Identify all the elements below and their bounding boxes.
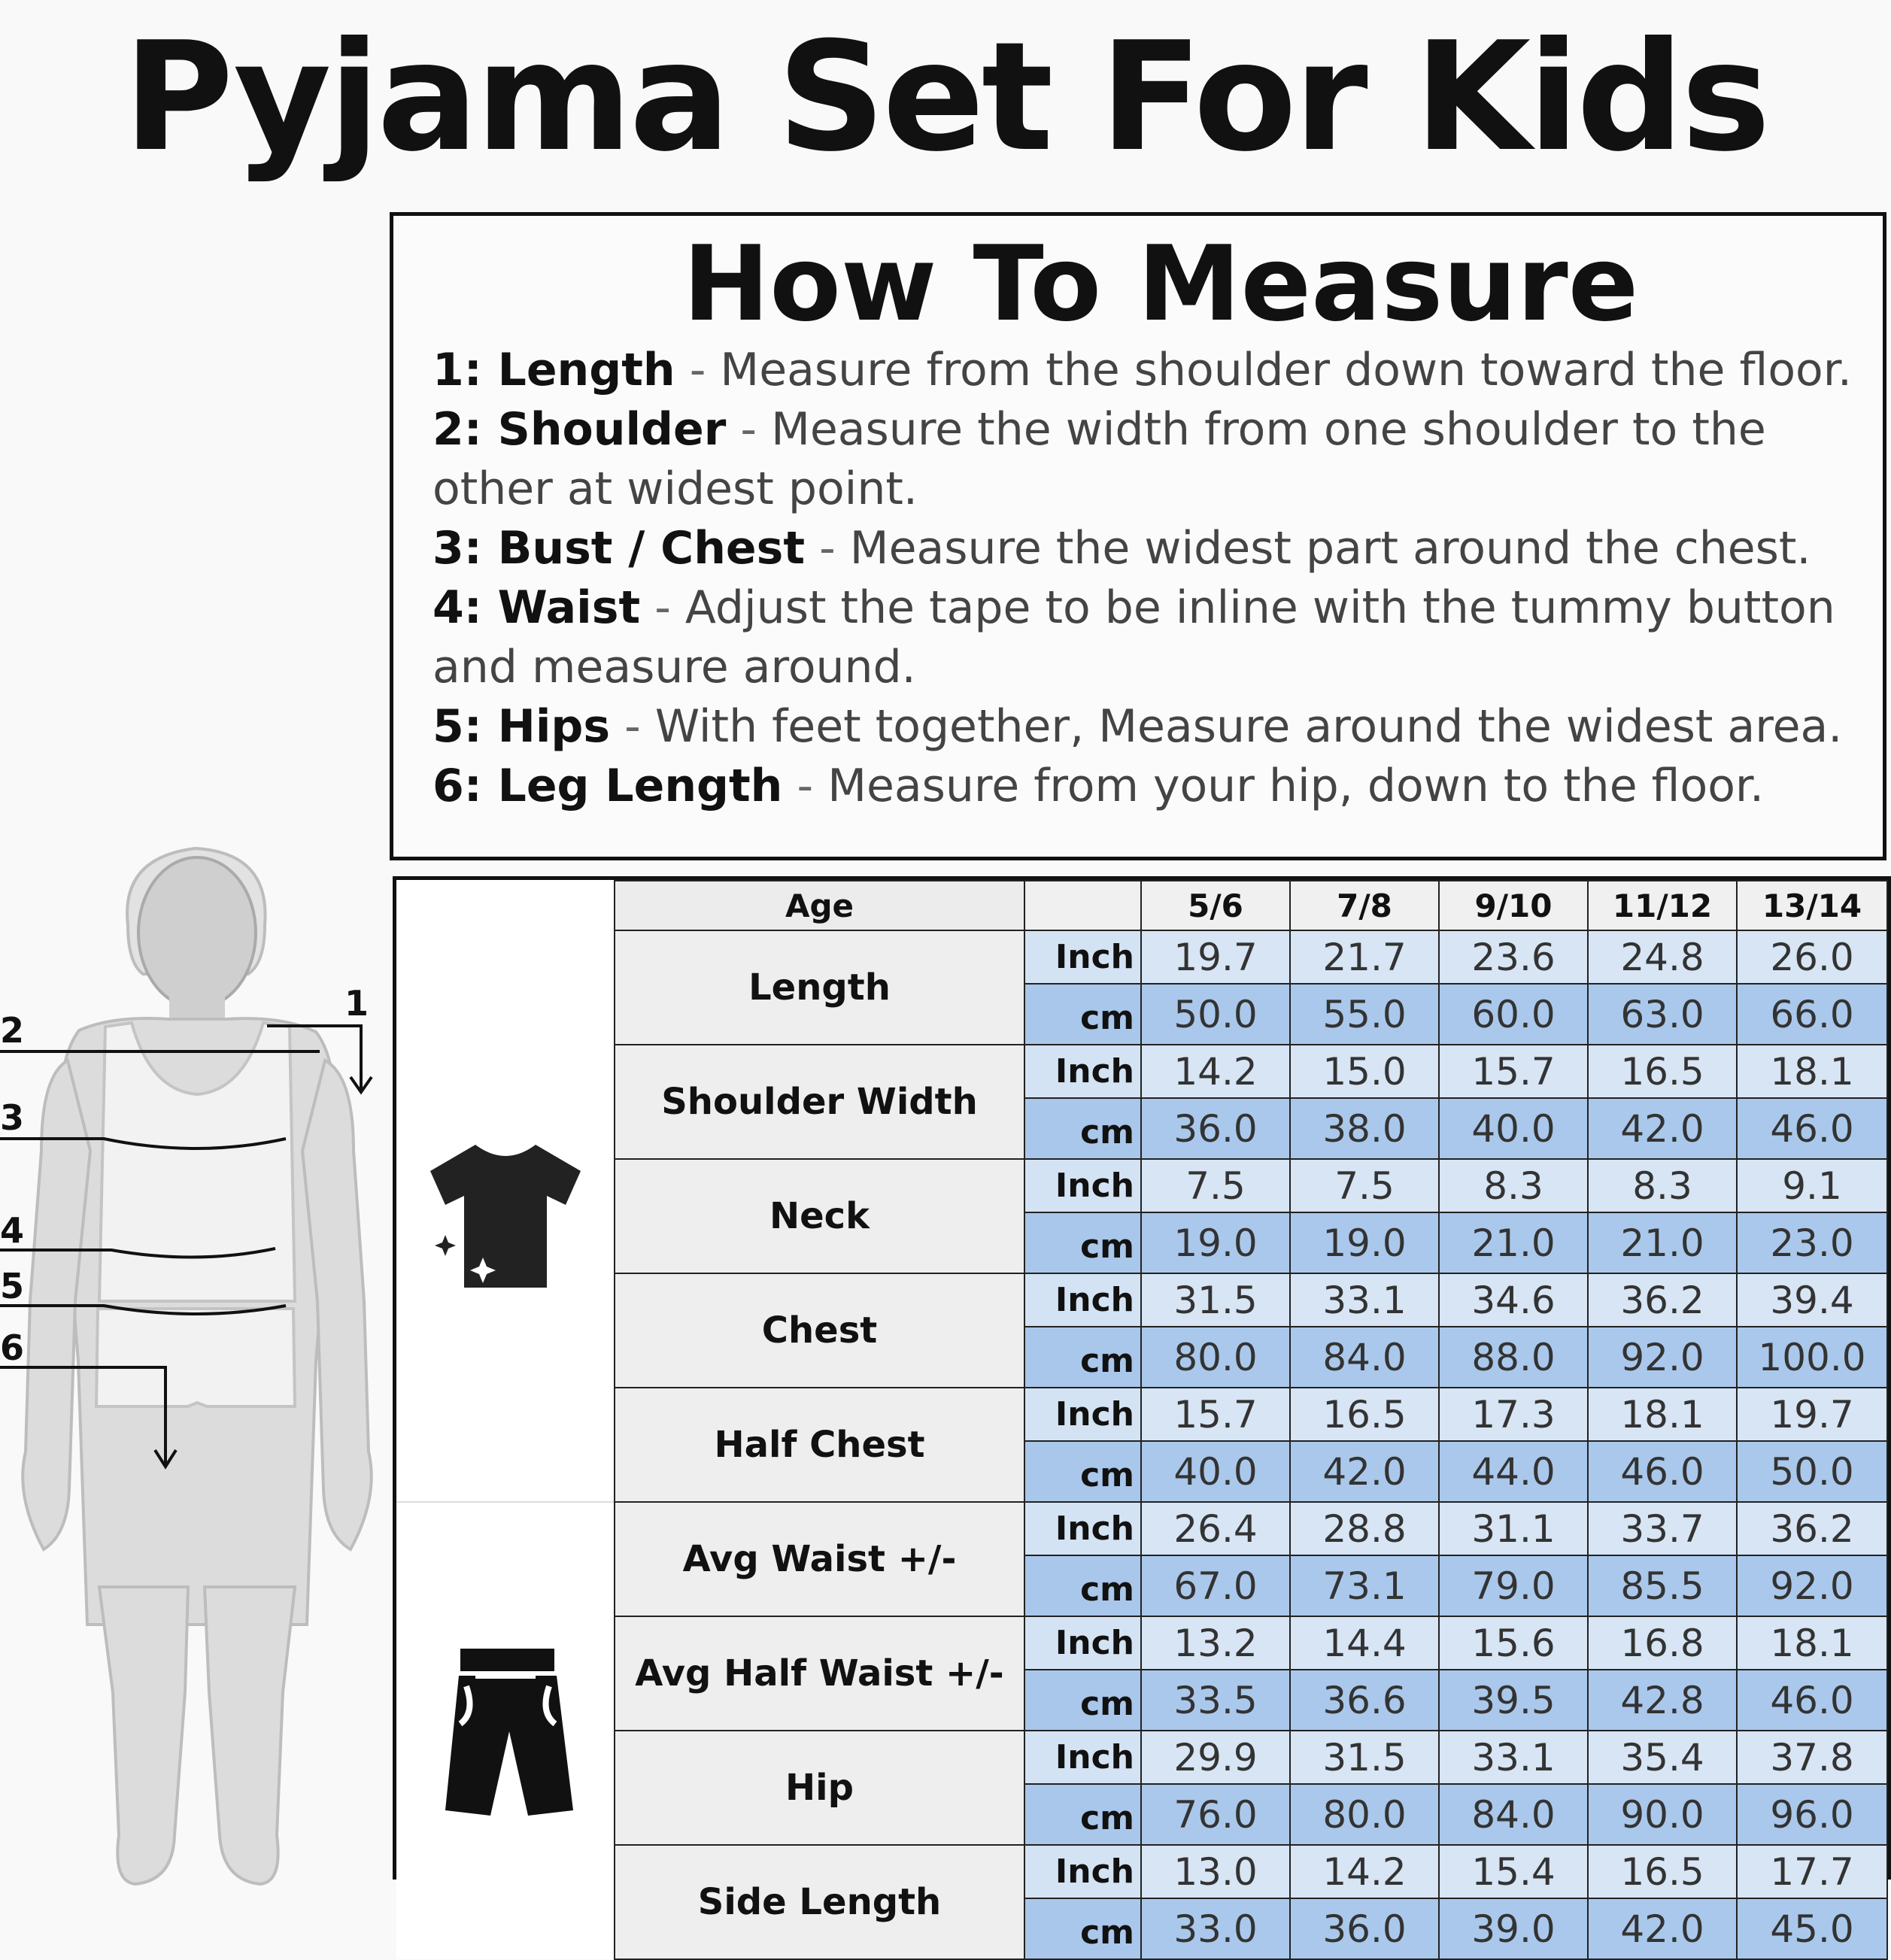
inch-value: 29.9: [1141, 1731, 1290, 1784]
tshirt-icon: [423, 1137, 588, 1295]
unit-inch: Inch: [1024, 1731, 1141, 1784]
measure-step: 2: Shoulder - Measure the width from one shoulder to the other at widest point.: [433, 403, 1766, 515]
inch-value: 19.7: [1737, 1388, 1887, 1441]
inch-value: 26.0: [1737, 930, 1887, 984]
unit-inch: Inch: [1024, 1159, 1141, 1212]
how-to-measure-heading: How To Measure: [682, 223, 1639, 344]
cm-value: 33.5: [1141, 1670, 1290, 1731]
inch-value: 36.2: [1588, 1273, 1737, 1327]
measurement-name: Avg Half Waist +/-: [615, 1616, 1024, 1731]
measurement-name: Side Length: [615, 1845, 1024, 1959]
marker-4: 4: [0, 1210, 25, 1251]
cm-value: 73.1: [1290, 1555, 1439, 1616]
measure-step-text: Adjust the tape to be inline with the tummy button and measure around.: [433, 581, 1835, 693]
cm-value: 45.0: [1737, 1898, 1887, 1959]
unit-inch: Inch: [1024, 930, 1141, 984]
cm-value: 88.0: [1439, 1327, 1588, 1388]
cm-value: 80.0: [1141, 1327, 1290, 1388]
measure-step: 5: Hips - With feet together, Measure around the widest area.: [433, 700, 1843, 753]
measure-step: 6: Leg Length - Measure from your hip, down to the floor.: [433, 760, 1765, 812]
unit-cm: cm: [1024, 984, 1141, 1045]
table-row: [396, 1273, 1887, 1327]
cm-value: 79.0: [1439, 1555, 1588, 1616]
cm-value: 84.0: [1290, 1327, 1439, 1388]
cm-value: 40.0: [1439, 1098, 1588, 1159]
shorts-icon: [430, 1641, 581, 1822]
unit-inch: Inch: [1024, 1045, 1141, 1098]
cm-value: 38.0: [1290, 1098, 1439, 1159]
inch-value: 15.4: [1439, 1845, 1588, 1898]
inch-value: 33.1: [1290, 1273, 1439, 1327]
table-row: [396, 1159, 1887, 1212]
inch-value: 13.0: [1141, 1845, 1290, 1898]
inch-value: 16.8: [1588, 1616, 1737, 1670]
measure-step-text: With feet together, Measure around the widest area.: [654, 700, 1843, 753]
measure-step: 1: Length - Measure from the shoulder down toward the floor.: [433, 344, 1852, 396]
measurement-name: Length: [615, 930, 1024, 1045]
inch-value: 33.7: [1588, 1502, 1737, 1555]
measurement-name: Hip: [615, 1731, 1024, 1845]
how-to-measure-box: [390, 212, 1886, 860]
measure-step-label: 2: Shoulder: [433, 403, 727, 456]
unit-inch: Inch: [1024, 1388, 1141, 1441]
measurement-name: Chest: [615, 1273, 1024, 1388]
cm-value: 84.0: [1439, 1784, 1588, 1845]
unit-cm: cm: [1024, 1212, 1141, 1273]
inch-value: 14.2: [1141, 1045, 1290, 1098]
inch-value: 24.8: [1588, 930, 1737, 984]
inch-value: 15.7: [1439, 1045, 1588, 1098]
unit-cm: cm: [1024, 1441, 1141, 1502]
age-col-header: 13/14: [1737, 881, 1887, 930]
cm-value: 36.6: [1290, 1670, 1439, 1731]
size-table: [396, 880, 1888, 1960]
unit-cm: cm: [1024, 1670, 1141, 1731]
inch-value: 21.7: [1290, 930, 1439, 984]
inch-value: 18.1: [1737, 1045, 1887, 1098]
table-row: [396, 1731, 1887, 1784]
table-header-row: [396, 881, 1887, 930]
inch-value: 17.3: [1439, 1388, 1588, 1441]
cm-value: 80.0: [1290, 1784, 1439, 1845]
cm-value: 50.0: [1737, 1441, 1887, 1502]
unit-inch: Inch: [1024, 1845, 1141, 1898]
inch-value: 34.6: [1439, 1273, 1588, 1327]
inch-value: 36.2: [1737, 1502, 1887, 1555]
cm-value: 100.0: [1737, 1327, 1887, 1388]
cm-value: 42.0: [1290, 1441, 1439, 1502]
table-row: [396, 930, 1887, 984]
marker-5: 5: [0, 1266, 25, 1306]
cm-value: 23.0: [1737, 1212, 1887, 1273]
inch-value: 31.5: [1290, 1731, 1439, 1784]
inch-value: 17.7: [1737, 1845, 1887, 1898]
inch-value: 31.5: [1141, 1273, 1290, 1327]
icon-column-header: [396, 881, 615, 930]
cm-value: 21.0: [1439, 1212, 1588, 1273]
cm-value: 42.0: [1588, 1898, 1737, 1959]
unit-inch: Inch: [1024, 1273, 1141, 1327]
inch-value: 28.8: [1290, 1502, 1439, 1555]
measure-steps-list: [393, 341, 1883, 816]
measure-step-label: 3: Bust / Chest: [433, 522, 805, 575]
marker-3: 3: [0, 1097, 25, 1138]
inch-value: 26.4: [1141, 1502, 1290, 1555]
age-col-header: 9/10: [1439, 881, 1588, 930]
measure-step-label: 6: Leg Length: [433, 760, 783, 812]
cm-value: 92.0: [1737, 1555, 1887, 1616]
measure-step-text: Measure the widest part around the chest.: [849, 522, 1811, 575]
inch-value: 39.4: [1737, 1273, 1887, 1327]
inch-value: 16.5: [1290, 1388, 1439, 1441]
inch-value: 37.8: [1737, 1731, 1887, 1784]
measure-step: 4: Waist - Adjust the tape to be inline with the tummy button and measure around.: [433, 581, 1835, 693]
age-col-header: 5/6: [1141, 881, 1290, 930]
inch-value: 18.1: [1737, 1616, 1887, 1670]
unit-cm: cm: [1024, 1327, 1141, 1388]
cm-value: 92.0: [1588, 1327, 1737, 1388]
table-row: [396, 1845, 1887, 1898]
measurement-name: Neck: [615, 1159, 1024, 1273]
inch-value: 33.1: [1439, 1731, 1588, 1784]
inch-value: 18.1: [1588, 1388, 1737, 1441]
inch-value: 9.1: [1737, 1159, 1887, 1212]
cm-value: 55.0: [1290, 984, 1439, 1045]
top-icon-cell: [396, 930, 615, 1502]
cm-value: 21.0: [1588, 1212, 1737, 1273]
cm-value: 90.0: [1588, 1784, 1737, 1845]
page-title: Pyjama Set For Kids: [123, 10, 1768, 185]
cm-value: 63.0: [1588, 984, 1737, 1045]
inch-value: 8.3: [1588, 1159, 1737, 1212]
marker-2: 2: [0, 1010, 25, 1051]
inch-value: 16.5: [1588, 1845, 1737, 1898]
measure-step-text: Measure the width from one shoulder to the other at widest point.: [433, 403, 1766, 515]
table-row: [396, 1045, 1887, 1098]
unit-inch: Inch: [1024, 1616, 1141, 1670]
inch-value: 14.2: [1290, 1845, 1439, 1898]
inch-value: 35.4: [1588, 1731, 1737, 1784]
cm-value: 33.0: [1141, 1898, 1290, 1959]
inch-value: 8.3: [1439, 1159, 1588, 1212]
inch-value: 31.1: [1439, 1502, 1588, 1555]
cm-value: 36.0: [1141, 1098, 1290, 1159]
unit-inch: Inch: [1024, 1502, 1141, 1555]
unit-header: [1024, 881, 1141, 930]
cm-value: 67.0: [1141, 1555, 1290, 1616]
inch-value: 7.5: [1141, 1159, 1290, 1212]
cm-value: 96.0: [1737, 1784, 1887, 1845]
marker-6: 6: [0, 1327, 25, 1368]
marker-1: 1: [345, 983, 369, 1024]
measurement-name: Avg Waist +/-: [615, 1502, 1024, 1616]
cm-value: 50.0: [1141, 984, 1290, 1045]
cm-value: 42.0: [1588, 1098, 1737, 1159]
inch-value: 15.0: [1290, 1045, 1439, 1098]
inch-value: 19.7: [1141, 930, 1290, 984]
table-row: [396, 1502, 1887, 1555]
inch-value: 14.4: [1290, 1616, 1439, 1670]
cm-value: 66.0: [1737, 984, 1887, 1045]
cm-value: 76.0: [1141, 1784, 1290, 1845]
child-body-figure: [0, 835, 391, 1891]
cm-value: 46.0: [1588, 1441, 1737, 1502]
age-col-header: 11/12: [1588, 881, 1737, 930]
age-header: Age: [615, 881, 1024, 930]
cm-value: 39.5: [1439, 1670, 1588, 1731]
measure-step-label: 4: Waist: [433, 581, 641, 634]
cm-value: 46.0: [1737, 1098, 1887, 1159]
measurement-name: Half Chest: [615, 1388, 1024, 1502]
measure-step-text: Measure from your hip, down to the floor.: [827, 760, 1765, 812]
cm-value: 36.0: [1290, 1898, 1439, 1959]
measurement-name: Shoulder Width: [615, 1045, 1024, 1159]
cm-value: 39.0: [1439, 1898, 1588, 1959]
unit-cm: cm: [1024, 1898, 1141, 1959]
cm-value: 46.0: [1737, 1670, 1887, 1731]
cm-value: 19.0: [1141, 1212, 1290, 1273]
unit-cm: cm: [1024, 1555, 1141, 1616]
size-chart: [393, 876, 1891, 1952]
unit-cm: cm: [1024, 1098, 1141, 1159]
measure-step-label: 5: Hips: [433, 700, 611, 753]
cm-value: 85.5: [1588, 1555, 1737, 1616]
age-col-header: 7/8: [1290, 881, 1439, 930]
measure-step-text: Measure from the shoulder down toward the floor.: [720, 344, 1852, 396]
table-row: [396, 1388, 1887, 1441]
measure-step: 3: Bust / Chest - Measure the widest part around the chest.: [433, 522, 1811, 575]
cm-value: 19.0: [1290, 1212, 1439, 1273]
inch-value: 15.7: [1141, 1388, 1290, 1441]
inch-value: 15.6: [1439, 1616, 1588, 1670]
inch-value: 7.5: [1290, 1159, 1439, 1212]
inch-value: 23.6: [1439, 930, 1588, 984]
inch-value: 13.2: [1141, 1616, 1290, 1670]
cm-value: 42.8: [1588, 1670, 1737, 1731]
inch-value: 16.5: [1588, 1045, 1737, 1098]
measure-step-label: 1: Length: [433, 344, 675, 396]
cm-value: 44.0: [1439, 1441, 1588, 1502]
table-row: [396, 1616, 1887, 1670]
unit-cm: cm: [1024, 1784, 1141, 1845]
cm-value: 60.0: [1439, 984, 1588, 1045]
cm-value: 40.0: [1141, 1441, 1290, 1502]
